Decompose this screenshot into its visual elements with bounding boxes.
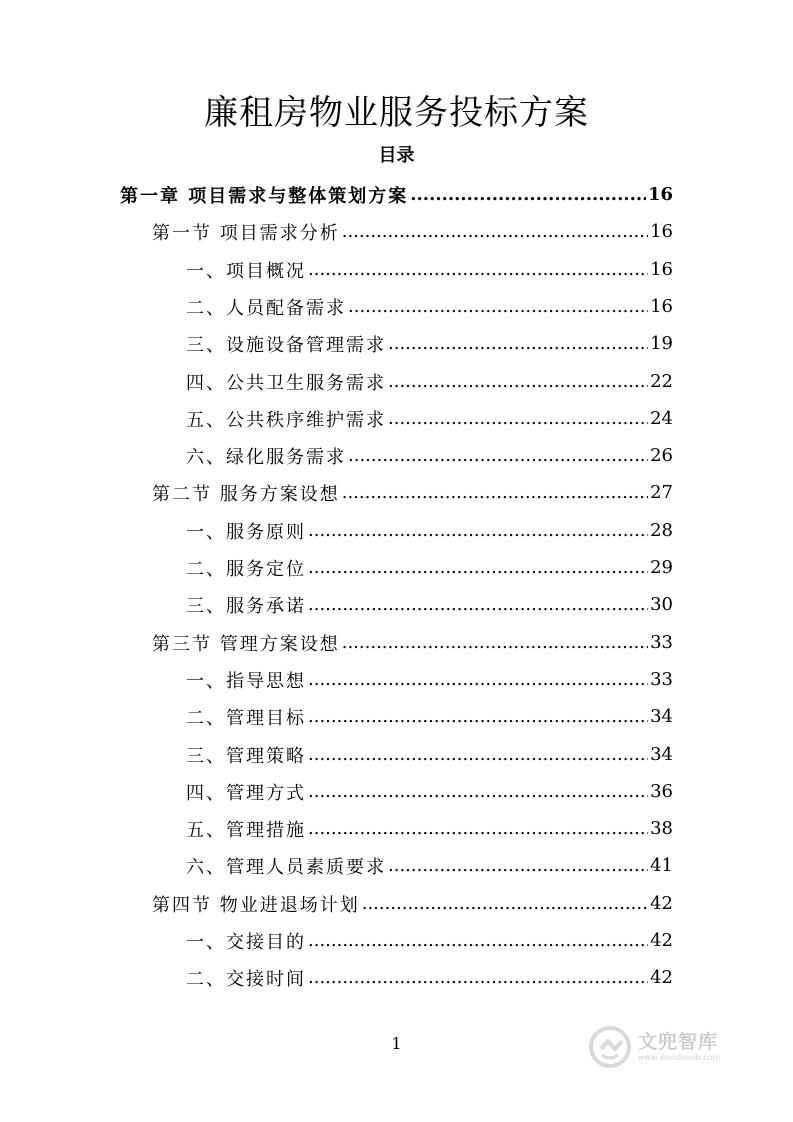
toc-entry[interactable]: [186, 549, 673, 586]
toc-entry-label: 四、公共卫生服务需求: [186, 372, 386, 394]
toc-entry[interactable]: [120, 176, 673, 213]
toc-leader-dots: [308, 967, 648, 988]
toc-entry-label: 三、服务承诺: [186, 595, 306, 617]
watermark-url: www.wendoulib.com: [638, 1053, 721, 1062]
toc-leader-dots: [308, 557, 648, 578]
toc-leader-dots: [342, 482, 648, 503]
toc-entry[interactable]: [186, 773, 673, 810]
toc-entry-page: 22: [650, 371, 673, 392]
toc-entry-page: 42: [650, 967, 673, 988]
toc-entry-label: 第一节 项目需求分析: [152, 222, 340, 244]
toc-leader-dots: [342, 632, 648, 653]
toc-entry-label: 二、交接时间: [186, 968, 306, 990]
toc-entry[interactable]: [186, 251, 673, 288]
toc-entry-page: 34: [650, 744, 673, 765]
toc-entry[interactable]: [186, 400, 673, 437]
toc-leader-dots: [308, 259, 648, 280]
toc-entry-page: 19: [650, 333, 673, 354]
toc-entry-page: 26: [650, 445, 673, 466]
toc-entry-page: 42: [650, 930, 673, 951]
toc-leader-dots: [388, 408, 648, 429]
toc-entry[interactable]: [186, 847, 673, 884]
toc-entry-page: 42: [650, 893, 673, 914]
toc-entry-label: 五、管理措施: [186, 819, 306, 841]
toc-entry[interactable]: [186, 698, 673, 735]
toc-entry[interactable]: [186, 922, 673, 959]
toc-leader-dots: [308, 744, 648, 765]
toc-entry[interactable]: [186, 512, 673, 549]
toc-entry[interactable]: [186, 661, 673, 698]
toc-entry[interactable]: [152, 213, 673, 250]
toc-heading: 目录: [378, 145, 415, 166]
toc-entry-page: 27: [650, 482, 673, 503]
toc-entry[interactable]: [186, 325, 673, 362]
toc-entry-label: 四、管理方式: [186, 782, 306, 804]
toc-entry-page: 16: [650, 296, 673, 317]
toc-entry-page: 29: [650, 557, 673, 578]
toc-leader-dots: [308, 594, 648, 615]
toc-leader-dots: [362, 893, 648, 914]
toc-entry-label: 一、交接目的: [186, 931, 306, 953]
toc-entry-label: 第二节 服务方案设想: [152, 483, 340, 505]
toc-entry-page: 41: [650, 855, 673, 876]
toc-entry-label: 五、公共秩序维护需求: [186, 409, 386, 431]
toc-entry-label: 三、设施设备管理需求: [186, 334, 386, 356]
toc-leader-dots: [388, 855, 648, 876]
toc-leader-dots: [388, 333, 648, 354]
wendou-logo-icon: [588, 1025, 632, 1069]
toc-entry[interactable]: [186, 959, 673, 996]
toc-entry-label: 第三节 管理方案设想: [152, 633, 340, 655]
toc-entry-page: 33: [650, 669, 673, 690]
toc-entry-page: 16: [647, 184, 673, 205]
toc-entry[interactable]: [186, 288, 673, 325]
toc-entry-page: 30: [650, 594, 673, 615]
toc-leader-dots: [308, 781, 648, 802]
toc-entry-label: 第四节 物业进退场计划: [152, 894, 360, 916]
toc-entry-page: 28: [650, 520, 673, 541]
toc-entry-label: 二、服务定位: [186, 558, 306, 580]
toc-leader-dots: [342, 221, 648, 242]
toc-entry[interactable]: [186, 437, 673, 474]
toc-entry-page: 24: [650, 408, 673, 429]
toc-entry-label: 二、人员配备需求: [186, 297, 346, 319]
toc-leader-dots: [308, 930, 648, 951]
toc-entry[interactable]: [186, 586, 673, 623]
toc-entry[interactable]: [152, 624, 673, 661]
toc-entry-label: 三、管理策略: [186, 745, 306, 767]
page-number: 1: [391, 1034, 402, 1053]
toc-entry[interactable]: [152, 885, 673, 922]
toc-entry-label: 一、服务原则: [186, 521, 306, 543]
toc-leader-dots: [308, 818, 648, 839]
toc-entry-label: 一、指导思想: [186, 670, 306, 692]
toc-entry-label: 第一章 项目需求与整体策划方案: [120, 185, 409, 207]
toc-leader-dots: [308, 520, 648, 541]
toc-entry-page: 33: [650, 632, 673, 653]
toc-entry[interactable]: [152, 474, 673, 511]
toc-leader-dots: [348, 296, 648, 317]
toc-entry-label: 六、绿化服务需求: [186, 446, 346, 468]
toc-entry-page: 36: [650, 781, 673, 802]
document-title: 廉租房物业服务投标方案: [204, 93, 589, 133]
toc-entry-page: 34: [650, 706, 673, 727]
toc-entry[interactable]: [186, 736, 673, 773]
toc-leader-dots: [388, 371, 648, 392]
toc-entry-page: 38: [650, 818, 673, 839]
watermark-name: 文兜智库: [638, 1031, 719, 1053]
toc-entry-label: 二、管理目标: [186, 707, 306, 729]
toc-entry-page: 16: [650, 259, 673, 280]
toc-entry[interactable]: [186, 810, 673, 847]
toc-leader-dots: [348, 445, 648, 466]
toc-entry[interactable]: [186, 363, 673, 400]
toc-leader-dots: [308, 706, 648, 727]
watermark: [588, 1022, 758, 1072]
toc-entry-label: 一、项目概况: [186, 260, 306, 282]
toc-entry-label: 六、管理人员素质要求: [186, 856, 386, 878]
toc-leader-dots: [308, 669, 648, 690]
toc-entry-page: 16: [650, 221, 673, 242]
toc-leader-dots: [410, 184, 646, 205]
